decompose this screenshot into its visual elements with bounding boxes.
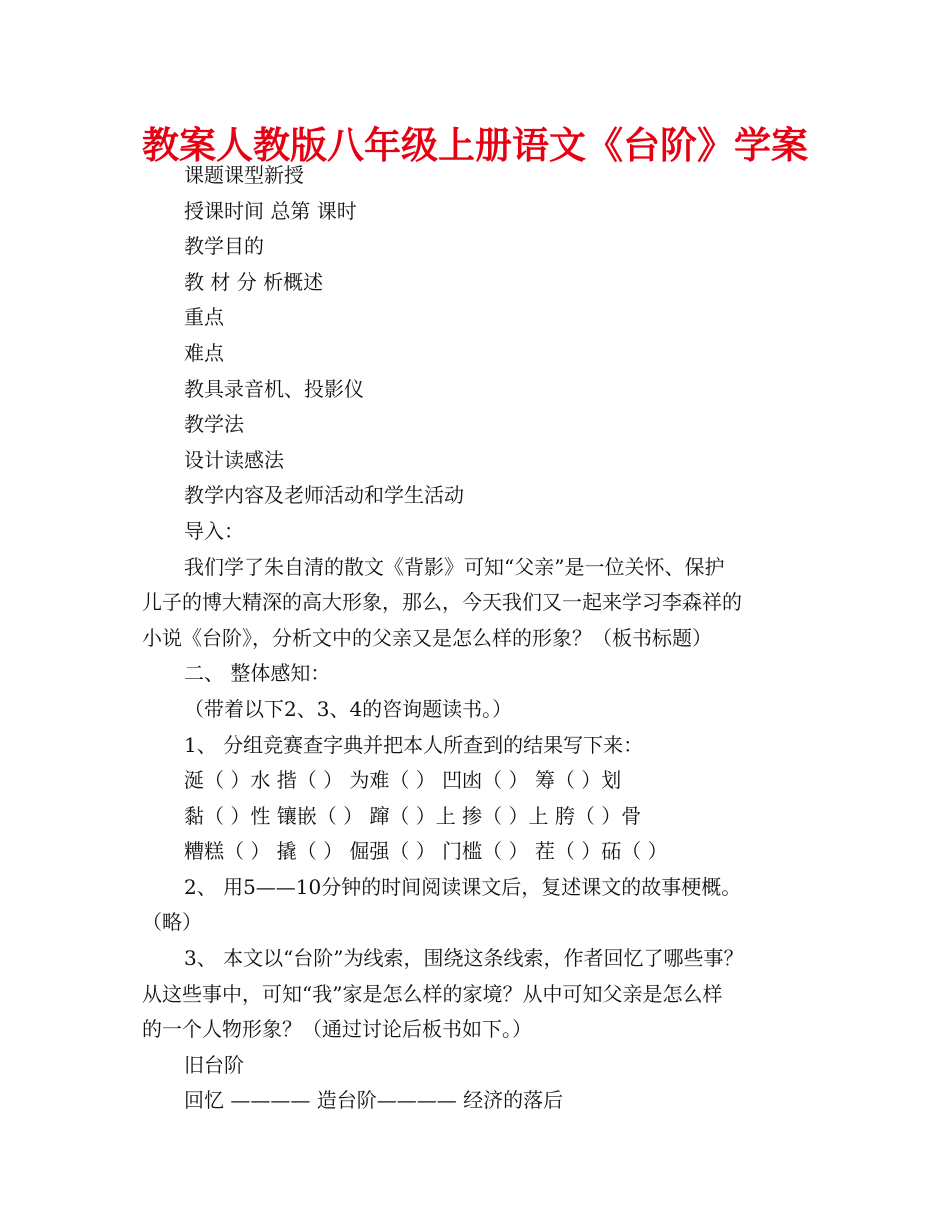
text-line: 黏（ ）性 镶嵌（ ） 蹿（ ）上 掺（ ）上 胯（ ）骨 (184, 803, 642, 828)
text-line: 导入： (184, 518, 244, 543)
text-line: 小说《台阶》，分析文中的父亲又是怎么样的形象？（板书标题） (142, 625, 712, 650)
document-title: 教案人教版八年级上册语文《台阶》学案 (142, 124, 808, 167)
text-line: 授课时间 总第 课时 (184, 198, 357, 223)
text-line: 重点 (184, 305, 224, 330)
text-line: 教 材 分 析概述 (184, 269, 324, 294)
text-line: 设计读感法 (184, 447, 284, 472)
text-line: 涎（ ）水 揩（ ） 为难（ ） 凹凼（ ） 筹（ ）划 (184, 768, 622, 793)
text-line: 儿子的博大精深的高大形象，那么，今天我们又一起来学习李森祥的 (142, 590, 742, 615)
text-line: 旧台阶 (184, 1052, 244, 1077)
text-line: 二、 整体感知： (184, 661, 331, 686)
text-line: 我们学了朱自清的散文《背影》可知“父亲”是一位关怀、保护 (184, 554, 725, 579)
text-line: 2、 用5——10分钟的时间阅读课文后，复述课文的故事梗概。 (184, 874, 742, 899)
text-line: 教具录音机、投影仪 (184, 376, 364, 401)
text-line: 从这些事中，可知“我”家是怎么样的家境？从中可知父亲是怎么样 (142, 981, 723, 1006)
text-line: 教学目的 (184, 234, 264, 259)
text-line: 的一个人物形象？（通过讨论后板书如下。） (142, 1017, 532, 1042)
text-line: （带着以下2、3、4的咨询题读书。） (184, 696, 513, 721)
text-line: 糟糕（ ） 撬（ ） 倔强（ ） 门槛（ ） 茬（ ）砳（ ） (184, 839, 668, 864)
text-line: 3、 本文以“台阶”为线索，围绕这条线索，作者回忆了哪些事？ (184, 946, 744, 971)
document-body (142, 158, 832, 1119)
text-line: 教学内容及老师活动和学生活动 (184, 483, 464, 508)
text-line: 回忆 ———— 造台阶———— 经济的落后 (184, 1088, 564, 1113)
text-line: 课题课型新授 (184, 163, 304, 187)
text-line: 1、 分组竞赛查字典并把本人所查到的结果写下来： (184, 732, 644, 757)
text-line: （略） (142, 910, 202, 935)
text-line: 难点 (184, 340, 224, 365)
text-line: 教学法 (184, 412, 244, 437)
